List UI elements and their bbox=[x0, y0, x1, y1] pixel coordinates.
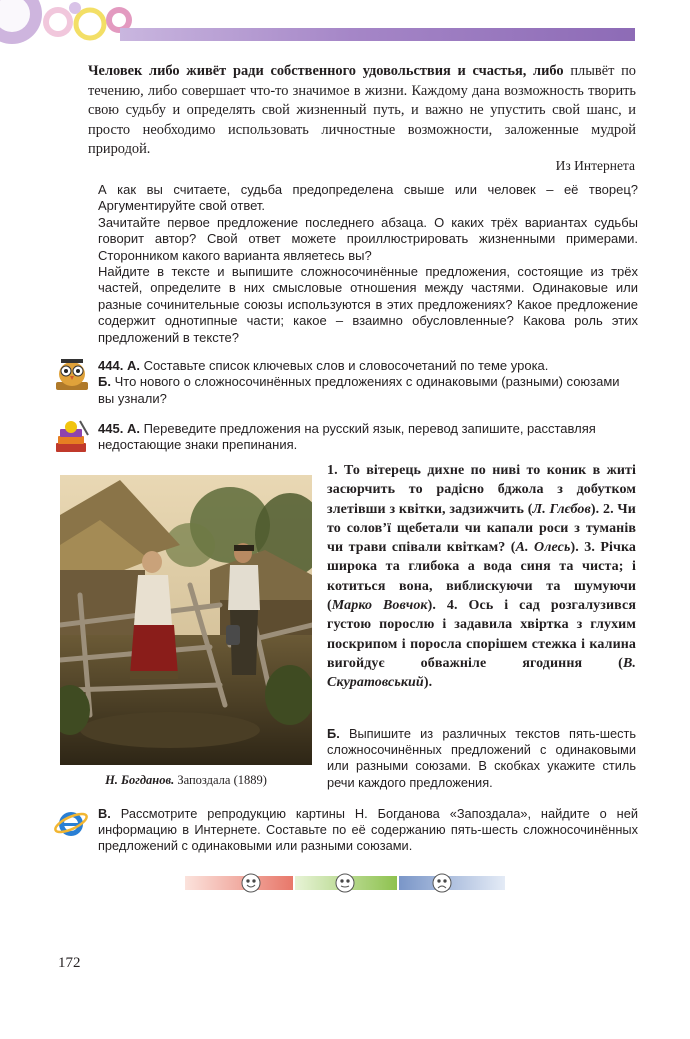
sentence-3: ). 3. Річка широка та глибока а вода синя та чиста; і котиться вона, виблискуючи та шумуючи ( bbox=[327, 540, 637, 614]
sentence-4: ). 4. Ось і сад розгалузився густою порослю і задавила хвіртка з глухим поскрипом і поросла спорішем стежка і калина вигойдує обважніле ягодиння ( bbox=[327, 598, 636, 671]
part-letter: Б. bbox=[98, 374, 111, 390]
sad-face-icon bbox=[433, 874, 451, 892]
page-number: 172 bbox=[58, 955, 81, 971]
smile-face-icon bbox=[242, 874, 260, 892]
exercise-445-part-b bbox=[327, 726, 636, 791]
sentence-author: В. Скуратовський bbox=[327, 655, 636, 691]
sentence-2: ). 2. Чи то солов’ї щебетали чи капали роси з туманів чи трави співали квіткам? ( bbox=[327, 501, 636, 556]
sentence-1: 1. То вітерець дихне по ниві то коник в житі засюрчить то радісно бджола з добутком злетівши з квітки, задзижчить ( bbox=[327, 463, 636, 517]
caption-author: Н. Богданов. bbox=[105, 773, 175, 787]
intro-paragraph bbox=[88, 62, 636, 160]
sentence-author: А. Олесь bbox=[515, 540, 571, 556]
part-b-text: Выпишите из различных текстов пять-шесть сложносочинённых предложений с одинаковыми или разными союзами. В скобках укажите стиль речи каждого предложения. bbox=[327, 726, 636, 790]
question-item: А как вы считаете, судьба предопределена свыше или человек – её творец? Аргументируйте свой ответ. bbox=[98, 182, 638, 214]
exercise-445-part-v bbox=[98, 806, 638, 855]
internet-explorer-icon bbox=[54, 806, 88, 840]
neutral-face-icon bbox=[336, 874, 354, 892]
part-v-text: Рассмотрите репродукцию картины Н. Богданова «Запоздала», найдите о ней информацию в Интернете. Составьте по её содержанию пять-шесть сложносочинённых предложений с одинаковыми или разными союзами. bbox=[98, 806, 639, 854]
sentence-author: Марко Вовчок bbox=[331, 598, 428, 614]
painting-image bbox=[60, 475, 312, 765]
caption-title: Запоздала (1889) bbox=[177, 773, 267, 787]
exercise-number: 445. bbox=[98, 421, 124, 436]
intro-rest: плывёт по течению, либо совершает что-то значимое в жизни. Каждому дана возможность творить свою судьбу и определять свой жизненный путь, и важно не упустить свой шанс, и просто необходимо использовать личностные возможности, заложенные мудрой природой. bbox=[88, 63, 636, 158]
sentence-end: ). bbox=[423, 675, 433, 691]
sentence-author: Л. Глєбов bbox=[532, 501, 591, 517]
exercise-444 bbox=[98, 358, 638, 407]
intro-lead: Человек либо живёт ради собственного удовольствия и счастья, либо bbox=[88, 63, 564, 79]
part-a-text: Переведите предложения на русский язык, перевод запишите, расставляя недостающие знаки препинания. bbox=[98, 421, 596, 453]
ukrainian-sentences bbox=[327, 461, 636, 693]
exercise-445 bbox=[98, 421, 638, 454]
part-letter: А. bbox=[126, 421, 140, 436]
exercise-number: 444. bbox=[98, 358, 124, 373]
part-a-text: Составьте список ключевых слов и словосочетаний по теме урока. bbox=[143, 358, 549, 373]
painting-caption bbox=[60, 773, 312, 788]
student-owl-icon bbox=[52, 356, 92, 392]
question-item: Найдите в тексте и выпишите сложносочинённые предложения, состоящие из трёх частей, определите в них смысловые отношения между частями. Одинаковые или разные сочинительные союзы используются в этих предложениях? Какое предложение содержит однотипные части; какое – взаимно обусловленные? Какова роль этих предложений в тексте? bbox=[98, 264, 638, 345]
part-letter: А. bbox=[126, 358, 140, 373]
mood-faces-decoration bbox=[185, 872, 505, 894]
part-letter: В. bbox=[98, 806, 111, 821]
intro-source: Из Интернета bbox=[555, 158, 635, 173]
question-item: Зачитайте первое предложение последнего абзаца. О каких трёх вариантах судьбы говорит автор? Свой ответ можете проиллюстрировать жизненными примерами. Сторонником какого варианта являетесь вы? bbox=[98, 214, 638, 263]
books-pen-icon bbox=[52, 419, 92, 455]
part-letter: Б. bbox=[327, 726, 340, 741]
questions-block bbox=[98, 182, 638, 346]
header-bar bbox=[120, 28, 635, 41]
part-b-text: Что нового о сложносочинённых предложениях с одинаковыми (разными) союзами вы узнали? bbox=[98, 374, 620, 406]
